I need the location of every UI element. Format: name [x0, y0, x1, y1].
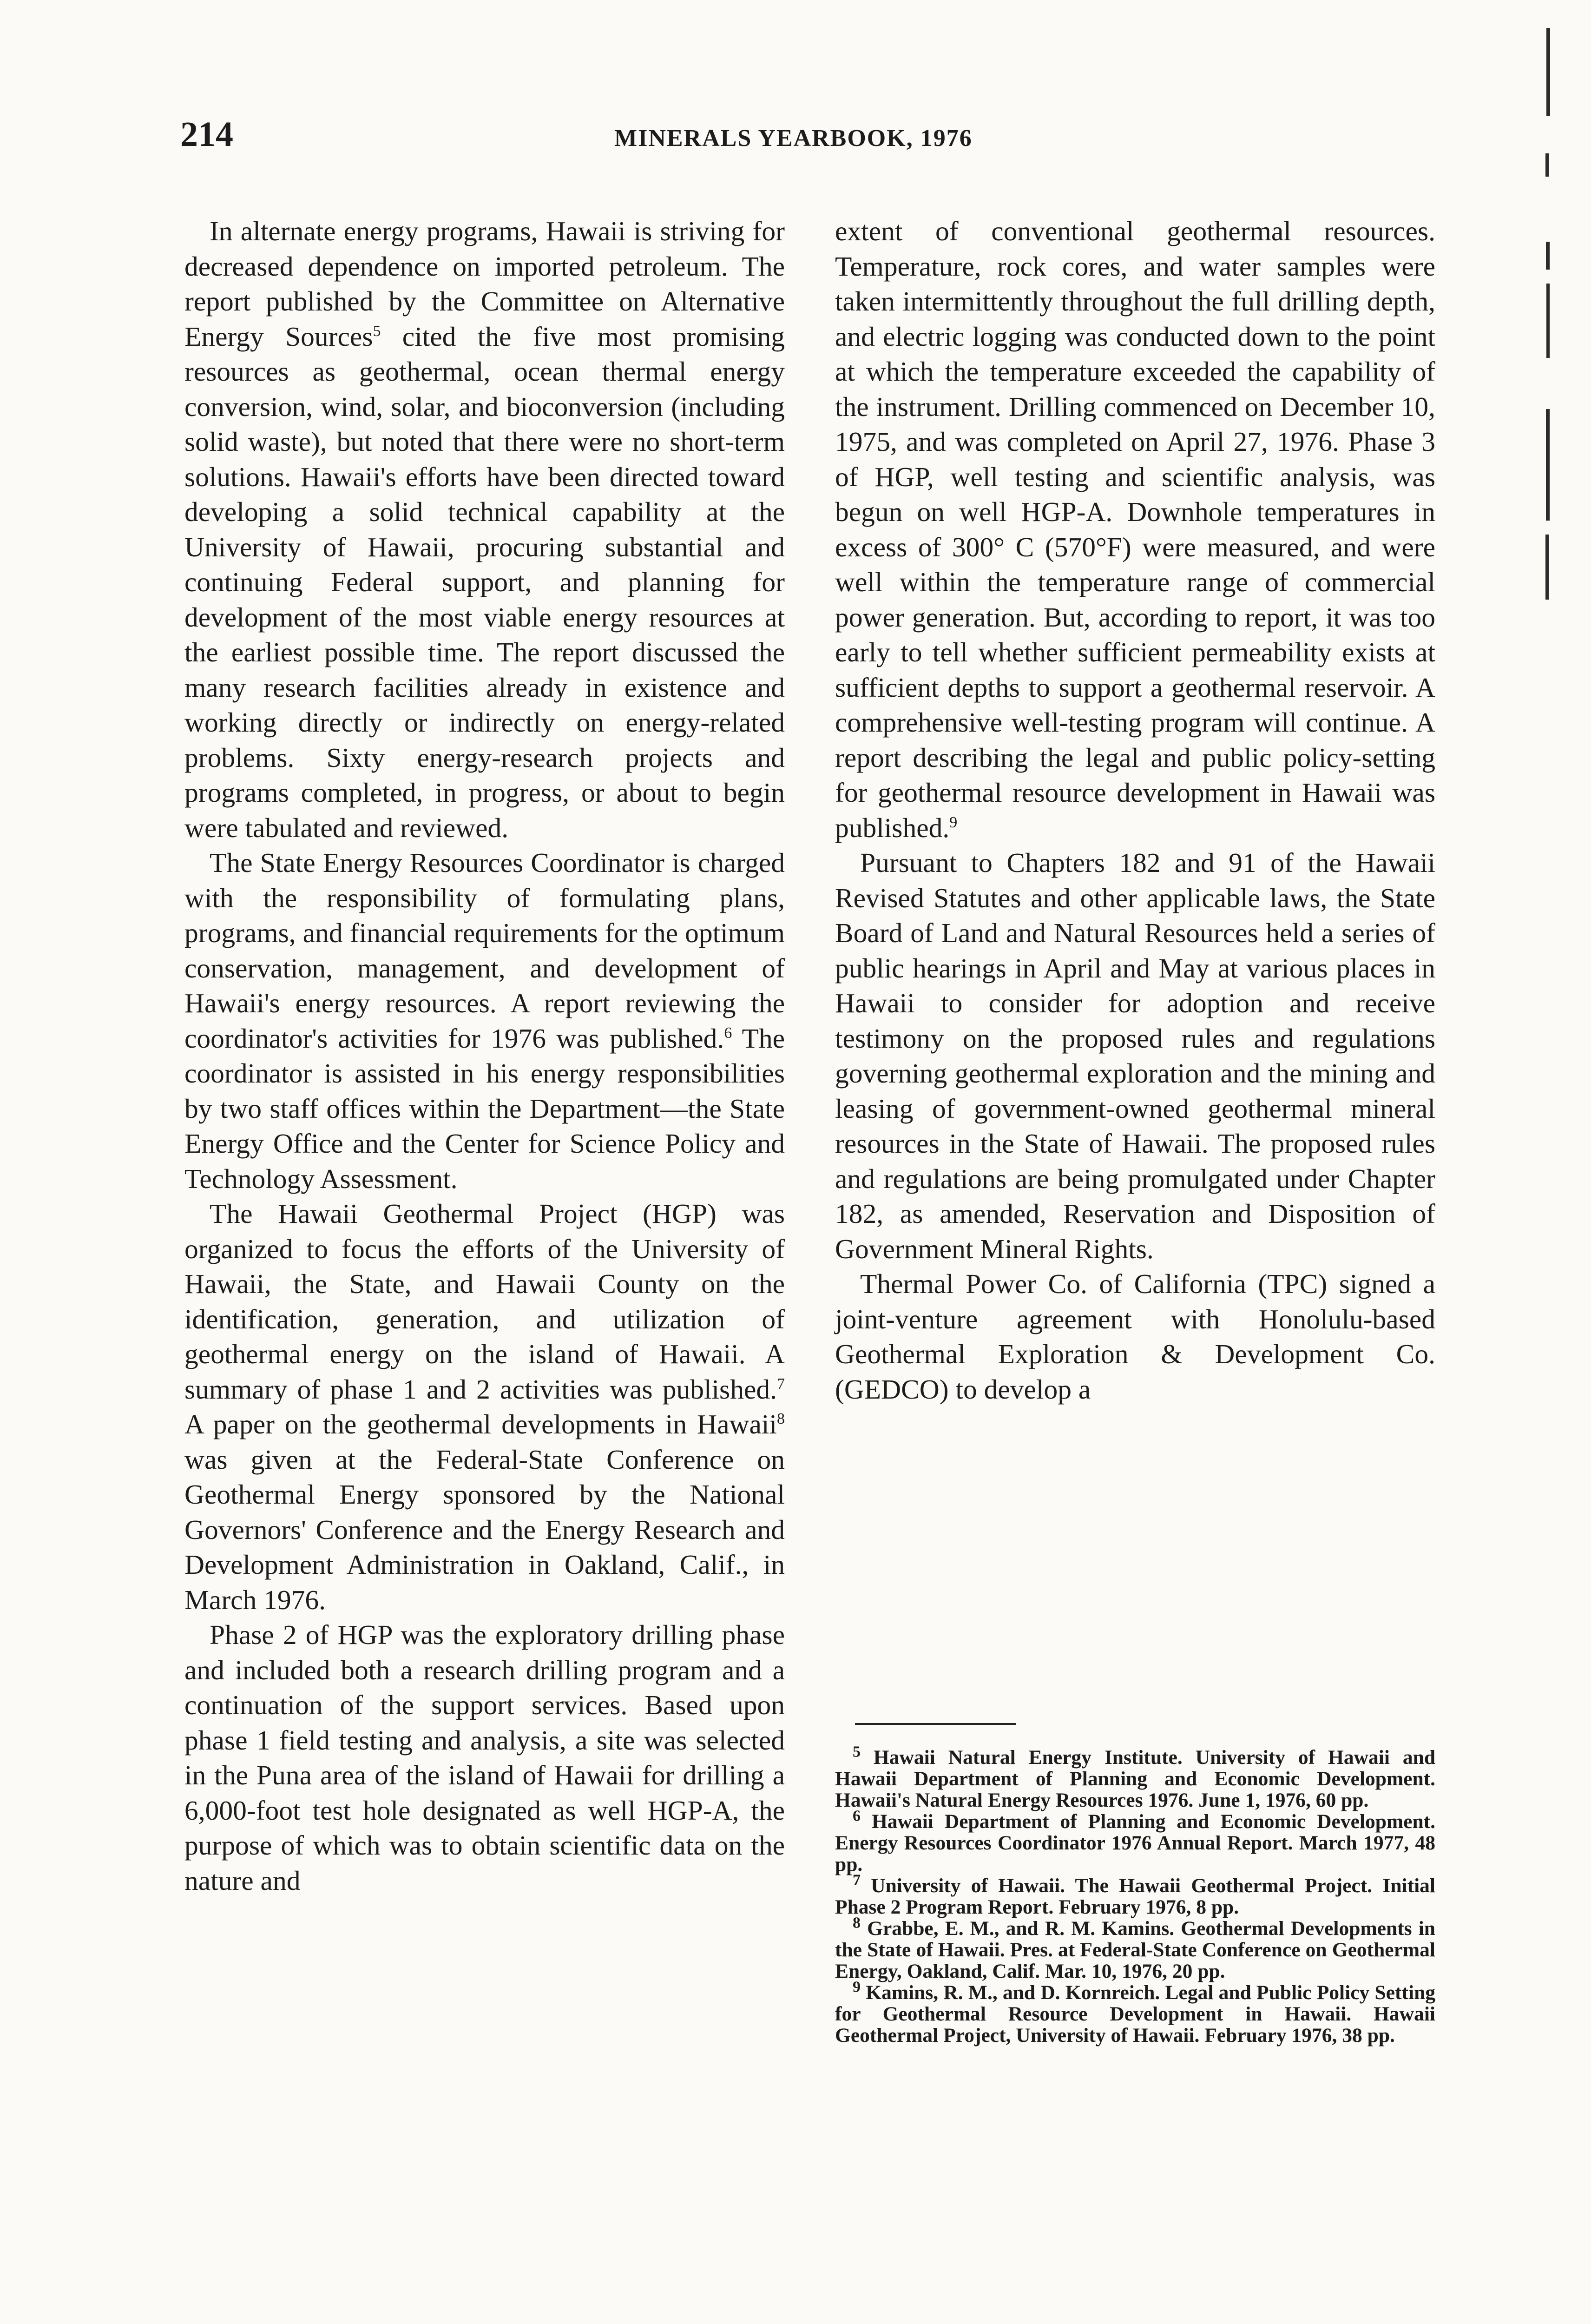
text: The Hawaii Geothermal Project (HGP) was organized to focus the efforts of the University of Hawaii, the State, and Hawaii County on the identification, generation, and utilization of geothermal energy on the island of Hawaii. A summary of phase 1 and 2 activities was published.: [184, 1198, 785, 1405]
paragraph: [835, 214, 1435, 845]
footnote-text: Kamins, R. M., and D. Kornreich. Legal and Public Policy Setting for Geothermal Resource Development in Hawaii. Hawaii Geothermal Project, University of Hawaii. February 1976, 38 pp.: [835, 1981, 1436, 2047]
footnote: [835, 1978, 1436, 2047]
page-number: 214: [180, 115, 233, 154]
text: The State Energy Resources Coordinator is charged with the responsibility of formulating plans, programs, and financial requirements for the optimum conservation, management, and development of Hawaii's energy resources. A report reviewing the coordinator's activities for 1976 was published.: [184, 847, 785, 1054]
footnote-ref: 6: [724, 1024, 732, 1042]
scan-mark: [1546, 28, 1550, 116]
scan-mark: [1545, 153, 1549, 177]
scan-mark: [1546, 284, 1550, 358]
footnote-number: 5: [853, 1743, 861, 1761]
footnote-ref: 7: [777, 1375, 785, 1393]
footnote-ref: 9: [949, 813, 958, 831]
footnotes: [835, 1743, 1436, 2047]
footnote-text: Grabbe, E. M., and R. M. Kamins. Geothermal Developments in the State of Hawaii. Pres. at Federal-State Conference on Geothermal Energy, Oakland, Calif. Mar. 10, 1976, 20 pp.: [835, 1917, 1435, 1982]
paragraph: [184, 845, 785, 1196]
paragraph: [184, 1196, 785, 1618]
text: A paper on the geothermal developments in Hawaii: [184, 1409, 777, 1439]
footnote: [835, 1807, 1435, 1875]
text: In alternate energy programs, Hawaii is striving for decreased dependence on imported petroleum. The report published by the Committee on Alternative Energy Sources: [184, 216, 785, 352]
scan-mark: [1546, 242, 1550, 270]
footnote-text: University of Hawaii. The Hawaii Geothermal Project. Initial Phase 2 Program Report. February 1976, 8 pp.: [835, 1875, 1435, 1918]
footnote-text: Hawaii Natural Energy Institute. University of Hawaii and Hawaii Department of Planning and Economic Development. Hawaii's Natural Energy Resources 1976. June 1, 1976, 60 pp.: [835, 1746, 1436, 1811]
footnote-text: Hawaii Department of Planning and Economic Development. Energy Resources Coordinator 1976 Annual Report. March 1977, 48 pp.: [835, 1810, 1435, 1875]
footnote-number: 7: [853, 1871, 861, 1889]
paragraph: Thermal Power Co. of California (TPC) signed a joint-venture agreement with Honolulu-based Geothermal Exploration & Development Co. (GEDCO) to develop a: [835, 1268, 1435, 1405]
running-head: MINERALS YEARBOOK, 1976: [614, 125, 973, 152]
text: extent of conventional geothermal resources. Temperature, rock cores, and water samples were taken intermittently throughout the full drilling depth, and electric logging was conducted down to the point at which the temperature exceeded the capability of the instrument. Drilling commenced on December 10, 1975, and was completed on April 27, 1976. Phase 3 of HGP, well testing and scientific analysis, was begun on well HGP-A. Downhole temperatures in excess of 300° C (570°F) were measured, and were well within the temperature range of commercial power generation. But, according to report, it was too early to tell whether sufficient permeability exists at sufficient depths to support a geothermal reservoir. A comprehensive well-testing program will continue. A report describing the legal and public policy-setting for geothermal resource development in Hawaii was published.: [835, 216, 1435, 843]
paragraph: [184, 214, 785, 845]
footnote: [835, 1914, 1435, 1982]
scan-mark: [1545, 535, 1549, 600]
footnote-divider: [855, 1723, 1016, 1725]
footnote-ref: 5: [373, 322, 381, 340]
footnote: [835, 1871, 1435, 1918]
footnote-ref: 8: [777, 1410, 785, 1428]
right-column: [835, 214, 1435, 1407]
left-column: [184, 214, 785, 1898]
paragraph: Pursuant to Chapters 182 and 91 of the Hawaii Revised Statutes and other applicable laws, the State Board of Land and Natural Resources held a series of public hearings in April and May at various places in Hawaii to consider for adoption and receive testimony on the proposed rules and regulations governing geothermal exploration and the mining and leasing of government-owned geothermal mineral resources in the State of Hawaii. The proposed rules and regulations are being promulgated under Chapter 182, as amended, Reservation and Disposition of Government Mineral Rights.: [835, 847, 1435, 1264]
paragraph: Phase 2 of HGP was the exploratory drilling phase and included both a research drilling program and a continuation of the support services. Based upon phase 1 field testing and analysis, a site was selected in the Puna area of the island of Hawaii for drilling a 6,000-foot test hole designated as well HGP-A, the purpose of which was to obtain scientific data on the nature and: [184, 1619, 785, 1896]
scan-mark: [1546, 409, 1550, 521]
footnote-number: 6: [853, 1807, 861, 1825]
footnote-number: 9: [853, 1978, 861, 1996]
text: was given at the Federal-State Conference on Geothermal Energy sponsored by the National Governors' Conference and the Energy Research and Development Administration in Oakland, Calif., in March 1976.: [184, 1444, 785, 1615]
text: cited the five most promising resources as geothermal, ocean thermal energy conversion, wind, solar, and bioconversion (including solid waste), but noted that there were no short-term solutions. Hawaii's efforts have been directed toward developing a solid technical capability at the University of Hawaii, procuring substantial and continuing Federal support, and planning for development of the most viable energy resources at the earliest possible time. The report discussed the many research facilities already in existence and working directly or indirectly on energy-related problems. Sixty energy-research projects and programs completed, in progress, or about to begin were tabulated and reviewed.: [184, 321, 785, 843]
footnote-number: 8: [853, 1914, 861, 1932]
text: The coordinator is assisted in his energy responsibilities by two staff offices within the Department—the State Energy Office and the Center for Science Policy and Technology Assessment.: [184, 1023, 785, 1194]
footnote: [835, 1743, 1436, 1811]
